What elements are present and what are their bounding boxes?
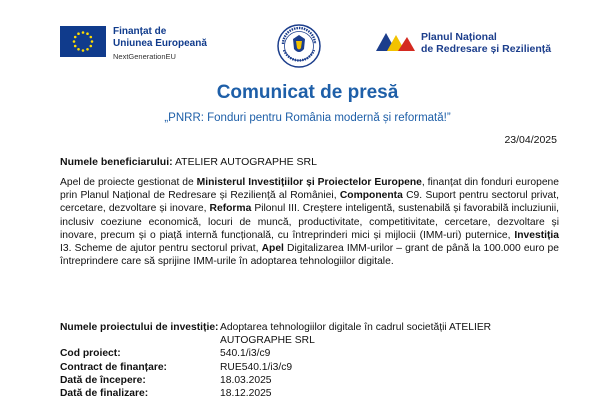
body-bold-reform: Reforma (209, 203, 252, 215)
eu-logo-text (113, 26, 207, 63)
detail-label: Contract de finanțare: (60, 361, 167, 373)
body-paragraph (60, 176, 559, 268)
detail-value: 18.12.2025 (220, 388, 272, 400)
eu-star-icon (86, 32, 89, 35)
detail-value: Adoptarea tehnologiilor digitale în cadrul societății ATELIER AUTOGRAPHE SRL (220, 322, 492, 347)
page-subtitle: „PNRR: Fonduri pentru România modernă și reformată!” (164, 112, 451, 124)
detail-value: 18.03.2025 (220, 374, 272, 386)
body-text-3: C9. Suport pentru sectorul privat, cercetare, dezvoltare și inovare, (60, 190, 559, 215)
detail-label: Cod proiect: (60, 348, 121, 360)
eu-star-icon (91, 40, 94, 43)
eu-star-icon (86, 48, 89, 51)
pnrr-mark-icon (374, 31, 416, 55)
body-text-5: I3. Scheme de ajutor pentru sectorul privat, (60, 243, 262, 255)
page-title: Comunicat de presă (216, 82, 399, 103)
eu-funding-logo (60, 26, 207, 63)
pnrr-logo (374, 31, 551, 55)
eu-star-icon (74, 45, 77, 48)
body-bold-ministry: Ministerul Investițiilor și Proiectelor Europene (196, 177, 422, 188)
eu-star-icon (82, 31, 85, 34)
eu-logo-line3: NextGenerationEU (113, 52, 176, 61)
pnrr-logo-line1: Planul Național (421, 31, 497, 43)
eu-star-icon (73, 40, 76, 43)
beneficiary-label: Numele beneficiarului: (60, 156, 173, 168)
detail-label: Dată de începere: (60, 374, 146, 386)
detail-label: Dată de finalizare: (60, 388, 149, 400)
eu-star-icon (77, 32, 80, 35)
eu-flag-icon (60, 26, 106, 57)
body-bold-component: Componenta (339, 190, 403, 202)
eu-logo-line1: Finanțat de (113, 26, 167, 37)
eu-star-icon (77, 48, 80, 51)
release-date: 23/04/2025 (504, 134, 557, 146)
detail-label: Numele proiectului de investiție: (60, 322, 219, 333)
eu-star-icon (89, 45, 92, 48)
detail-row-contract (60, 361, 515, 374)
body-text-1: Apel de proiecte gestionat de (60, 177, 197, 188)
detail-value: RUE540.1/i3/c9 (220, 361, 293, 373)
body-text-4: Pilonul III. Creștere inteligentă, sustenabilă și favorabilă incluziunii, inclusiv coeziune economică, locuri de muncă, productivitate, competitivitate, cercetare, dezvoltare și inovare, precum și o piață internă funcțională, cu întreprinderi mici și mijlocii (IMM-uri) puternice, (60, 203, 559, 241)
eu-star-icon (89, 36, 92, 39)
body-bold-investment: Investiția (514, 229, 559, 241)
beneficiary-line (60, 156, 317, 168)
beneficiary-value: ATELIER AUTOGRAPHE SRL (172, 156, 317, 168)
body-text-2: , finanțat din fonduri europene prin Planul Național de Redresare și Reziliență al României, (60, 177, 560, 202)
eu-star-icon (74, 36, 77, 39)
detail-row-end-date (60, 387, 515, 400)
eu-star-icon (82, 49, 85, 52)
body-text-6: Digitalizarea IMM-urilor – grant de până la 100.000 euro pe întreprindere care să sprijine IMM-urile în adoptarea tehnologiilor digitale. (60, 243, 560, 268)
detail-value: 540.1/i3/c9 (220, 348, 271, 360)
detail-row-project-name (60, 321, 515, 347)
eu-logo-line2: Uniunea Europeană (113, 38, 207, 49)
pnrr-logo-line2: de Redresare și Reziliență (421, 43, 552, 55)
detail-row-project-code (60, 347, 515, 360)
body-bold-call: Apel (261, 243, 284, 255)
project-details (60, 321, 515, 400)
detail-row-start-date (60, 374, 515, 387)
pnrr-logo-text (421, 31, 551, 55)
romanian-government-seal-icon (277, 24, 321, 68)
